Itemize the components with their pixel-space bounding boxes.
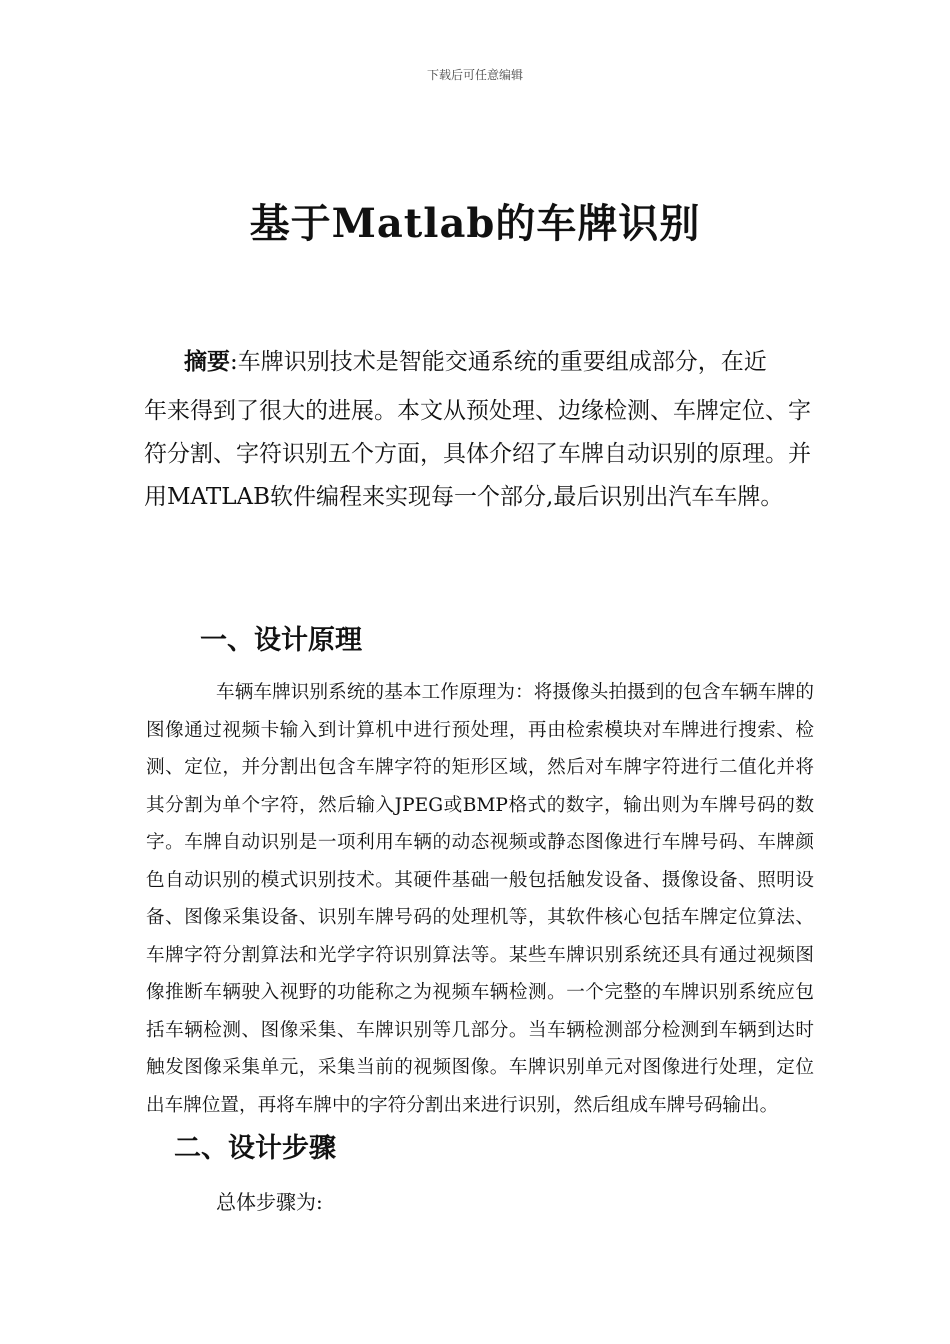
document-title: 基于Matlab的车牌识别 xyxy=(249,200,701,247)
section-body-design-principle: 车辆车牌识别系统的基本工作原理为：将摄像头拍摄到的包含车辆车牌的图像通过视频卡输入到计算机中进行预处理，再由检索模块对车牌进行搜索、检测、定位，并分割出包含车牌字符的矩形区域，然后对车牌字符进行二值化并将其分割为单个字符，然后输入JPEG或BMP格式的数字，输出则为车牌号码的数字。车牌自动识别是一项利用车辆的动态视频或静态图像进行车牌号码、车牌颜色自动识别的模式识别技术。其硬件基础一般包括触发设备、摄像设备、照明设备、图像采集设备、识别车牌号码的处理机等，其软件核心包括车牌定位算法、车牌字符分割算法和光学字符识别算法等。某些车牌识别系统还具有通过视频图像推断车辆驶入视野的功能称之为视频车辆检测。一个完整的车牌识别系统应包括车辆检测、图像采集、车牌识别等几部分。当车辆检测部分检测到车辆到达时触发图像采集单元，采集当前的视频图像。车牌识别单元对图像进行处理，定位出车牌位置，再将车牌中的字符分割出来进行识别，然后组成车牌号码输出。 xyxy=(146,682,814,1116)
section-heading-design-steps: 二、设计步骤 xyxy=(174,1133,336,1164)
abstract-first-line xyxy=(144,340,820,384)
section-heading-design-principle: 一、设计原理 xyxy=(200,625,362,656)
abstract-paragraph xyxy=(144,340,820,519)
abstract-rest-text: 年来得到了很大的进展。本文从预处理、边缘检测、车牌定位、字符分割、字符识别五个方面，具体介绍了车牌自动识别的原理。并用MATLAB软件编程来实现每一个部分,最后识别出汽车车牌。 xyxy=(144,398,811,510)
abstract-separator: : xyxy=(230,349,238,375)
page-header-note: 下载后可任意编辑 xyxy=(426,68,523,82)
steps-intro-text: 总体步骤为: xyxy=(216,1190,323,1214)
abstract-label: 摘要 xyxy=(184,348,230,375)
abstract-first-text: 车牌识别技术是智能交通系统的重要组成部分，在近 xyxy=(237,349,767,375)
